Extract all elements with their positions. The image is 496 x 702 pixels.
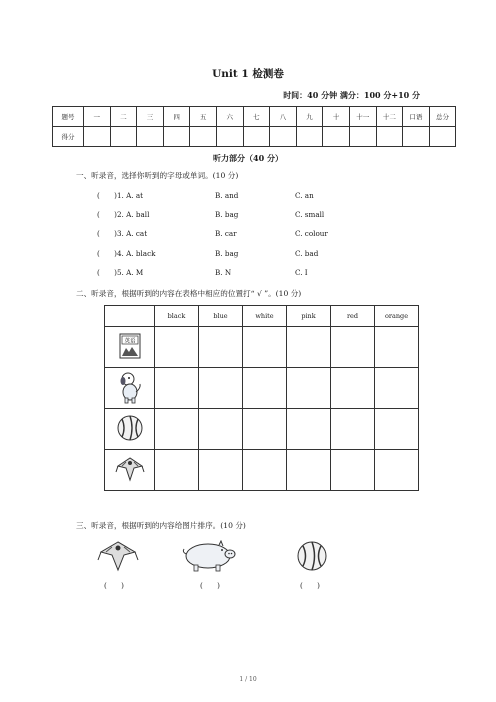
check-cell[interactable] [155,409,199,450]
book-icon [105,327,155,368]
answer-blank-3[interactable]: ( ) [300,581,320,590]
score-header-row [53,107,456,127]
score-header-cell: 二 [110,107,137,127]
answer-blank-2[interactable]: ( ) [200,581,220,590]
q1-item-5-c: C. I [295,268,308,277]
check-cell[interactable] [243,450,287,491]
q1-item-2-c: C. small [295,210,325,219]
check-cell[interactable] [331,368,375,409]
ball-icon [296,540,328,576]
check-cell[interactable] [375,368,419,409]
check-cell[interactable] [243,368,287,409]
book-cover-text: 英语 [123,338,136,345]
color-column-header: blue [199,306,243,327]
score-cell[interactable] [270,127,297,147]
q1-item-1-a: ( )1. A. at [97,191,144,200]
score-cell[interactable] [376,127,403,147]
q1-item-4-b: B. bag [215,249,239,258]
score-cell[interactable] [190,127,217,147]
score-cell[interactable] [84,127,111,147]
check-cell[interactable] [331,450,375,491]
color-column-header: pink [287,306,331,327]
score-header-cell: 一 [84,107,111,127]
score-cell[interactable] [323,127,350,147]
exam-time-score: 时间：40 分钟 满分：100 分+10 分 [283,90,420,100]
check-cell[interactable] [287,409,331,450]
page-title: Unit 1 检测卷 [212,68,284,80]
color-column-header: red [331,306,375,327]
q1-item-4-c: C. bad [295,249,319,258]
score-header-cell: 八 [270,107,297,127]
question-2-prompt: 二、听录音，根据听到的内容在表格中相应的位置打“ √ ”。(10 分) [76,289,302,298]
color-header-row [105,306,419,327]
check-cell[interactable] [243,327,287,368]
pig-icon [182,540,238,578]
check-cell[interactable] [287,327,331,368]
check-cell[interactable] [155,450,199,491]
table-row-ball [105,409,419,450]
q1-item-1-b: B. and [215,191,239,200]
question-3-prompt: 三、听录音，根据听到的内容给图片排序。(10 分) [76,521,246,530]
table-row-kite [105,450,419,491]
check-cell[interactable] [287,450,331,491]
check-cell[interactable] [331,409,375,450]
check-cell[interactable] [287,368,331,409]
q1-item-2-b: B. bag [215,210,239,219]
score-header-cell: 题号 [53,107,84,127]
q1-item-4-a: ( )4. A. black [97,249,156,258]
check-cell[interactable] [155,327,199,368]
question-1-prompt: 一、听录音，选择你听到的字母或单词。(10 分) [76,171,239,180]
table-row-dog [105,368,419,409]
score-header-cell: 十一 [349,107,376,127]
color-column-header: black [155,306,199,327]
score-header-cell: 九 [296,107,323,127]
score-header-cell: 十 [323,107,350,127]
score-cell[interactable] [110,127,137,147]
q1-item-3-b: B. car [215,229,237,238]
check-cell[interactable] [243,409,287,450]
score-cell[interactable] [349,127,376,147]
score-header-cell: 十二 [376,107,403,127]
score-row-label: 得分 [53,127,84,147]
score-header-cell: 总分 [429,107,456,127]
score-header-cell: 三 [137,107,164,127]
score-cell[interactable] [243,127,270,147]
q1-item-3-c: C. colour [295,229,328,238]
score-table [52,106,456,147]
kite-icon [105,450,155,491]
check-cell[interactable] [199,409,243,450]
score-header-cell: 口语 [403,107,430,127]
score-cell[interactable] [216,127,243,147]
color-column-header: white [243,306,287,327]
score-header-cell: 七 [243,107,270,127]
listening-section-heading: 听力部分（40 分） [213,153,283,163]
check-cell[interactable] [375,327,419,368]
ball-icon [105,409,155,450]
table-row-book [105,327,419,368]
score-header-cell: 五 [190,107,217,127]
score-cell[interactable] [137,127,164,147]
check-cell[interactable] [331,327,375,368]
q1-item-5-b: B. N [215,268,232,277]
corner-cell [105,306,155,327]
q1-item-5-a: ( )5. A. M [97,268,144,277]
q1-item-3-a: ( )3. A. cat [97,229,148,238]
check-cell[interactable] [155,368,199,409]
score-cell[interactable] [163,127,190,147]
color-check-table [104,305,419,491]
score-header-cell: 六 [216,107,243,127]
score-cell[interactable] [296,127,323,147]
q1-item-1-c: C. an [295,191,314,200]
page-indicator: 1 / 10 [239,676,257,683]
score-header-cell: 四 [163,107,190,127]
check-cell[interactable] [375,450,419,491]
check-cell[interactable] [375,409,419,450]
score-cell[interactable] [403,127,430,147]
score-cell[interactable] [429,127,456,147]
score-value-row [53,127,456,147]
check-cell[interactable] [199,450,243,491]
color-column-header: orange [375,306,419,327]
answer-blank-1[interactable]: ( ) [104,581,124,590]
q1-item-2-a: ( )2. A. ball [97,210,150,219]
dog-icon [105,368,155,409]
check-cell[interactable] [199,368,243,409]
check-cell[interactable] [199,327,243,368]
kite-icon [96,538,140,578]
